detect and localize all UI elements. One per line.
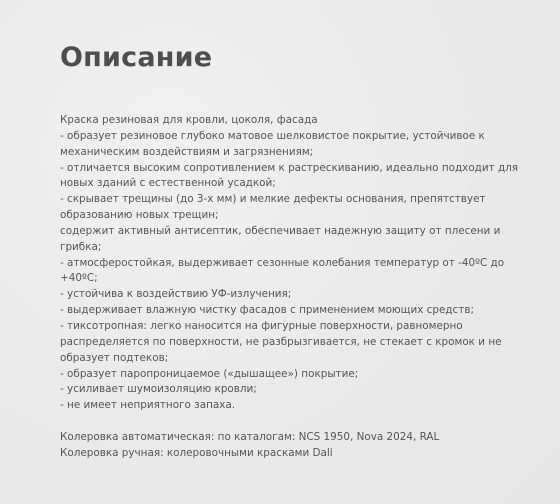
description-line: грибка; xyxy=(60,240,102,253)
description-line: - образует паропроницаемое («дышащее») покрытие; xyxy=(60,367,359,380)
paragraph-gap xyxy=(60,414,530,430)
description-line: - не имеет неприятного запаха. xyxy=(60,399,236,412)
page-title: Описание xyxy=(60,42,213,73)
description-line: новых зданий с естественной усадкой; xyxy=(60,177,276,190)
description-line: - скрывает трещины (до 3-х мм) и мелкие дефекты основания, препятствует xyxy=(60,193,486,206)
description-line: содержит активный антисептик, обеспечивает надежную защиту от плесени и xyxy=(60,224,501,237)
description-line: - выдерживает влажную чистку фасадов с применением моющих средств; xyxy=(60,304,474,317)
description-line: +40ºС; xyxy=(60,272,98,285)
description-line: - отличается высоким сопротивлением к растрескиванию, идеально подходит для xyxy=(60,161,519,174)
description-body xyxy=(60,113,530,462)
description-line: образует подтеков; xyxy=(60,351,169,364)
description-line: распределяется по поверхности, не разбрызгивается, не стекает с кромок и не xyxy=(60,335,502,348)
tinting-line: Колеровка ручная: колеровочными красками Dali xyxy=(60,446,333,459)
description-line: Краска резиновая для кровли, цоколя, фасада xyxy=(60,114,318,126)
description-line: механическим воздействиям и загрязнениям; xyxy=(60,145,314,158)
description-line: образованию новых трещин; xyxy=(60,209,219,222)
description-line: - устойчива к воздействию УФ-излучения; xyxy=(60,288,292,301)
description-line: - усиливает шумоизоляцию кровли; xyxy=(60,383,257,396)
tinting-line: Колеровка автоматическая: по каталогам: NCS 1950, Nova 2024, RAL xyxy=(60,430,440,443)
description-line: - образует резиновое глубоко матовое шелковистое покрытие, устойчивое к xyxy=(60,129,485,142)
description-line: - атмосферостойкая, выдерживает сезонные колебания температур от -40ºС до xyxy=(60,256,505,269)
description-line: - тиксотропная: легко наносится на фигурные поверхности, равномерно xyxy=(60,319,463,332)
